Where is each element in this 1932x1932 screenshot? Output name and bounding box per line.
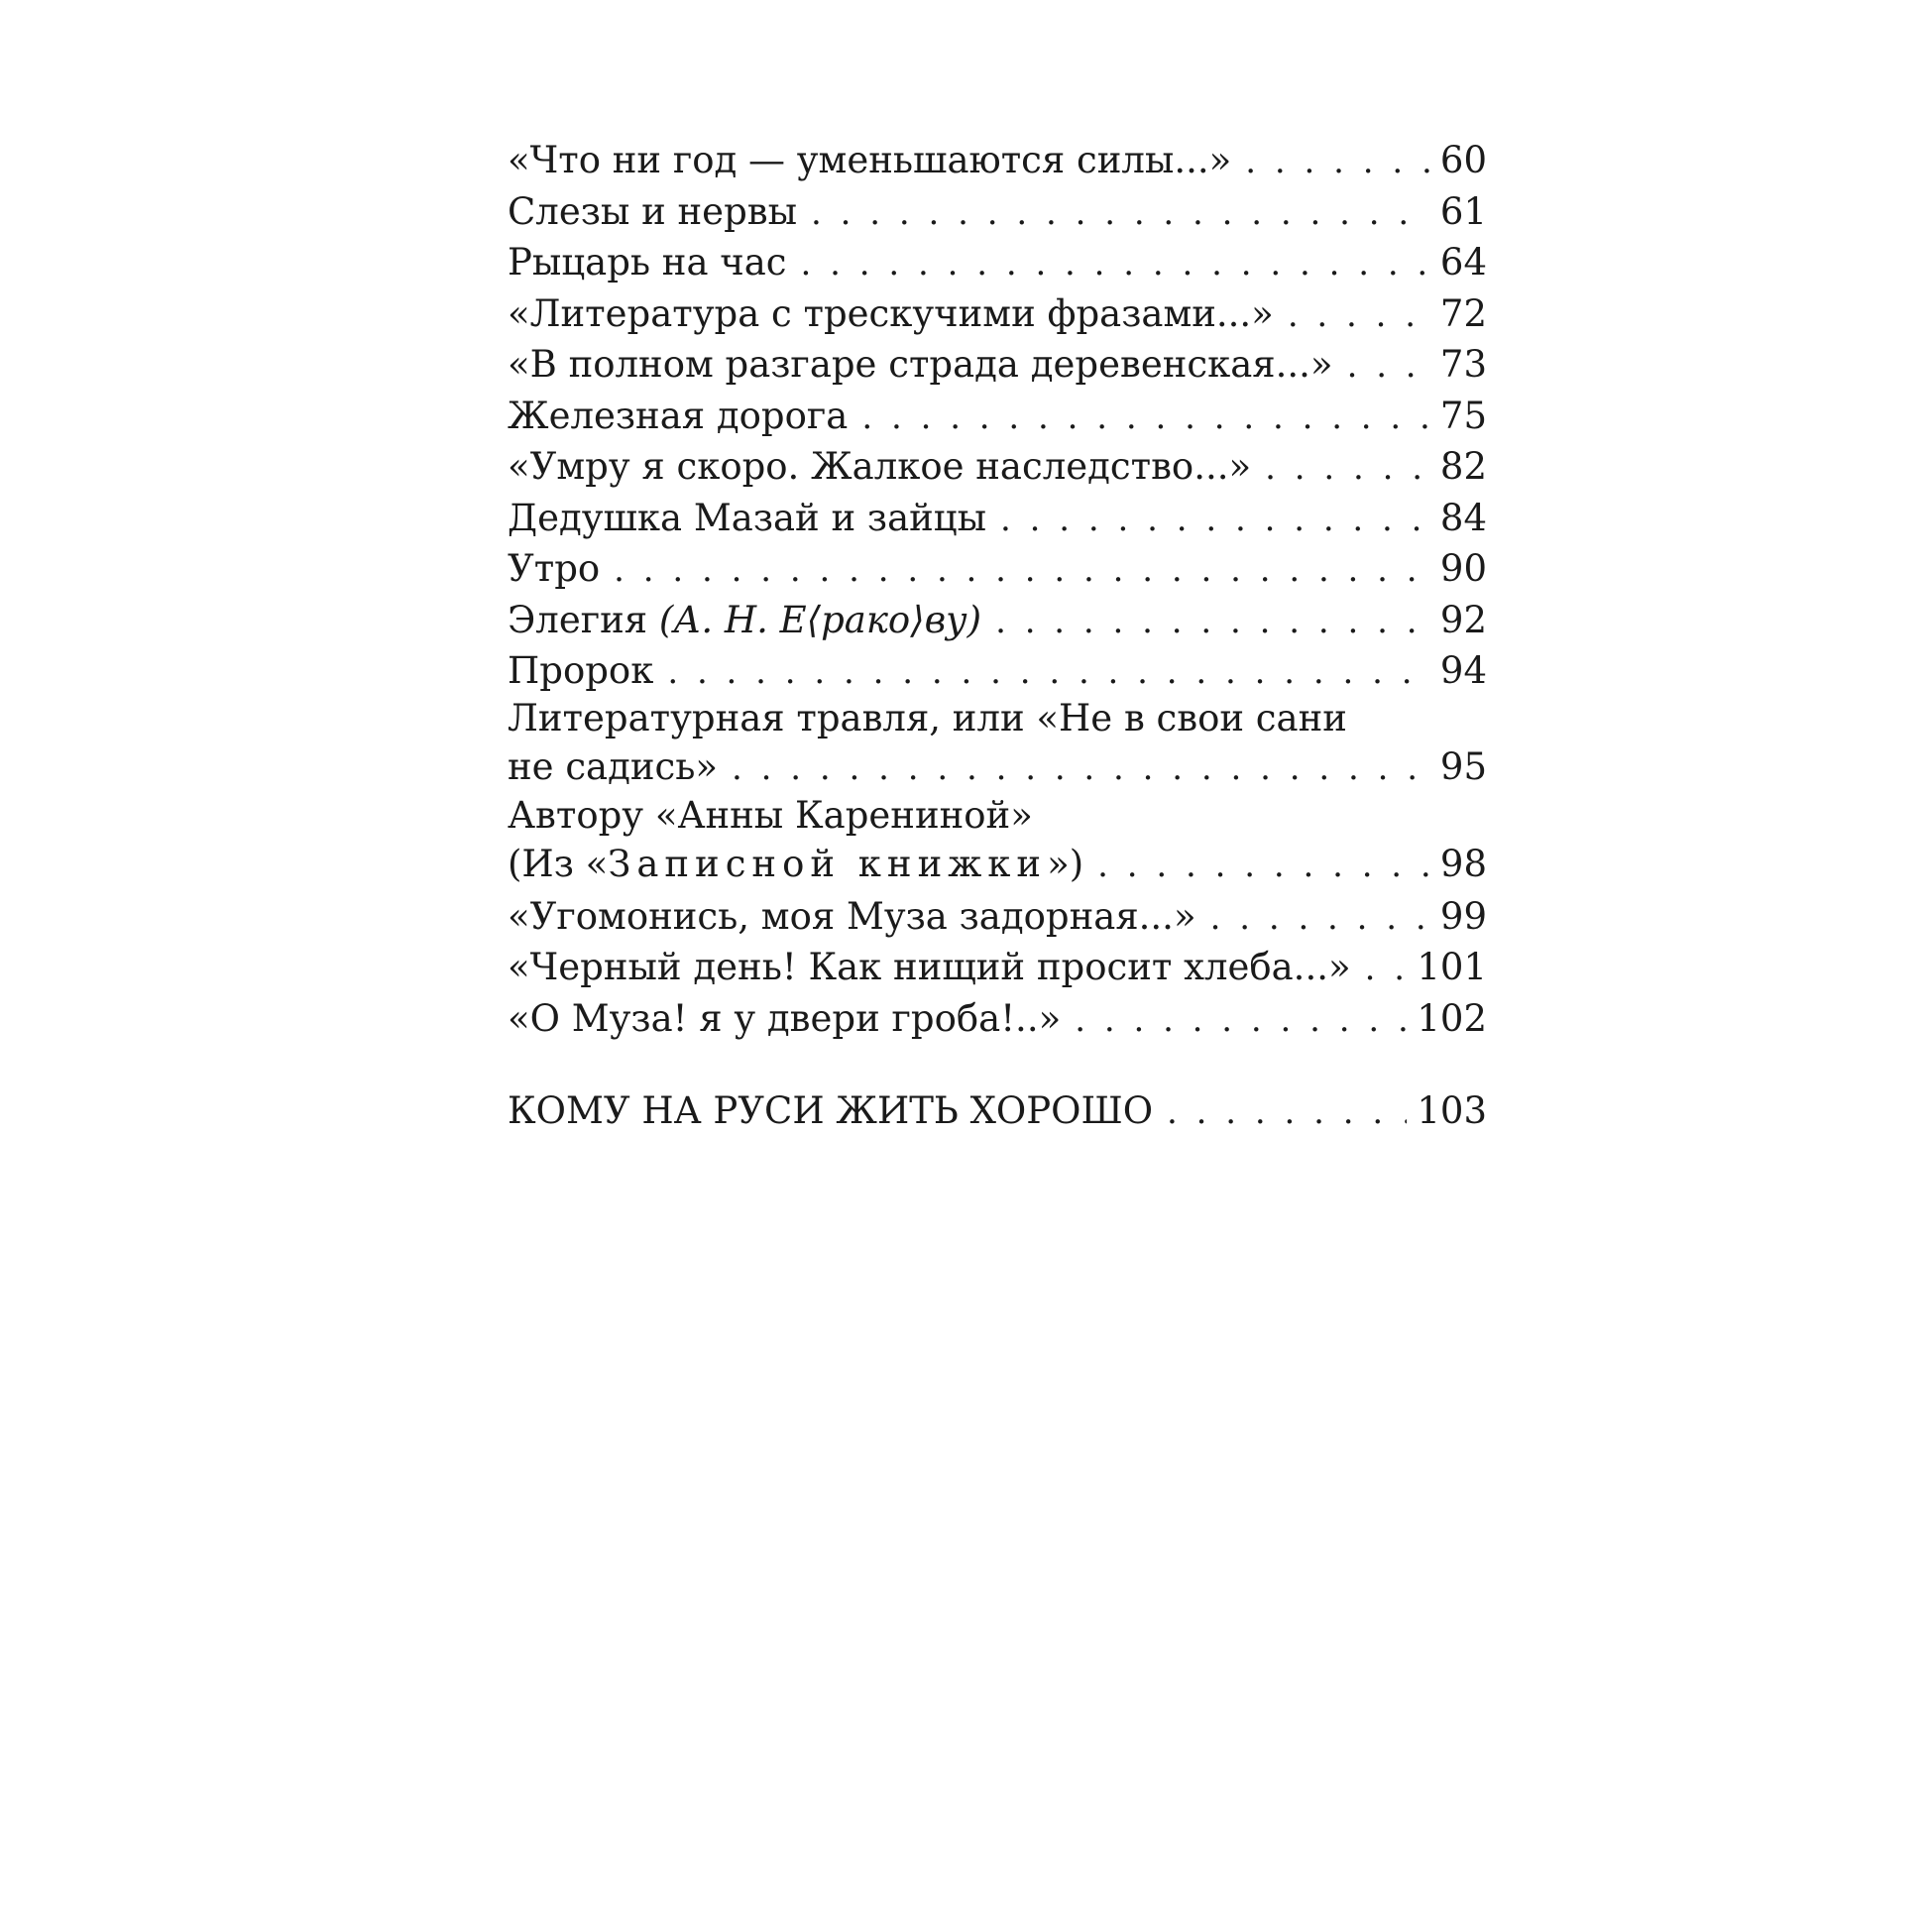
- toc-entry[interactable]: [508, 186, 1487, 238]
- toc-entry-dedication: (А. Н. Е⟨рако⟩ву): [658, 598, 982, 641]
- dot-leader: [732, 741, 1429, 795]
- toc-entry-page: 95: [1439, 744, 1487, 788]
- toc-entry-title: Железная дорога: [508, 394, 849, 437]
- toc-section-entry[interactable]: [508, 1085, 1487, 1137]
- toc-entry-title: Дедушка Мазай и зайцы: [508, 496, 987, 539]
- toc-entry-title-line1: Автору «Анны Карениной»: [508, 793, 1033, 837]
- toc-entry-spaced-title: Записной книжки: [608, 842, 1048, 885]
- dot-leader: [1167, 1087, 1407, 1139]
- toc-entry[interactable]: [508, 339, 1487, 391]
- toc-entry-page: 99: [1439, 894, 1487, 938]
- toc-entry-page: 73: [1439, 343, 1487, 386]
- toc-entry-page: 101: [1417, 946, 1487, 988]
- toc-section-page: 103: [1417, 1089, 1487, 1132]
- toc-entry-title: «Литература с трескучими фразами...»: [508, 291, 1274, 335]
- dot-leader: [995, 597, 1429, 648]
- toc-entry-title: «О Муза! я у двери гроба!..»: [508, 996, 1062, 1040]
- table-of-contents: [508, 135, 1487, 1137]
- dot-leader: [1075, 995, 1407, 1047]
- toc-section-title: КОМУ НА РУСИ ЖИТЬ ХОРОШО: [508, 1089, 1154, 1132]
- dot-leader: [801, 239, 1429, 290]
- toc-entry-page: 61: [1439, 189, 1487, 233]
- toc-entry-title: «Умру я скоро. Жалкое наследство...»: [508, 445, 1252, 488]
- toc-entry-title: [508, 595, 995, 646]
- toc-entry[interactable]: [508, 697, 1487, 794]
- dot-leader: [1000, 495, 1429, 546]
- dot-leader: [1265, 443, 1429, 495]
- dot-leader: [861, 393, 1429, 444]
- toc-entry-title-line1: Литературная травля, или «Не в свои сани: [508, 696, 1347, 739]
- toc-entry-suffix: »): [1047, 842, 1084, 885]
- toc-entry[interactable]: [508, 942, 1487, 993]
- toc-entry[interactable]: [508, 543, 1487, 595]
- dot-leader: [1245, 137, 1429, 188]
- toc-entry[interactable]: [508, 645, 1487, 697]
- toc-entry[interactable]: [508, 891, 1487, 943]
- dot-leader: [667, 647, 1429, 699]
- toc-entry[interactable]: [508, 391, 1487, 442]
- toc-entry-title: «Что ни год — уменьшаются силы...»: [508, 139, 1232, 181]
- toc-entry-title: «Черный день! Как нищий просит хлеба...»: [508, 946, 1351, 988]
- toc-entry-title: Рыцарь на час: [508, 241, 787, 284]
- toc-entry[interactable]: [508, 794, 1487, 891]
- dot-leader: [1365, 944, 1408, 995]
- toc-entry-page: 102: [1417, 996, 1487, 1040]
- toc-entry-page: 75: [1439, 394, 1487, 437]
- toc-entry[interactable]: [508, 595, 1487, 646]
- toc-entry[interactable]: [508, 288, 1487, 340]
- toc-entry-page: 90: [1439, 547, 1487, 590]
- toc-entry-title: «Угомонись, моя Муза задорная...»: [508, 894, 1196, 938]
- toc-entry[interactable]: [508, 993, 1487, 1045]
- toc-entry[interactable]: [508, 135, 1487, 186]
- toc-entry-title-line2: не садись»: [508, 744, 719, 788]
- toc-entry-title: Пророк: [508, 649, 654, 692]
- toc-entry[interactable]: [508, 237, 1487, 288]
- toc-entry-title: «В полном разгаре страда деревенская...»: [508, 343, 1333, 386]
- toc-entry-prefix: (Из «: [508, 842, 609, 885]
- toc-entry-title-main: Элегия: [508, 598, 648, 641]
- toc-entry-page: 92: [1439, 598, 1487, 641]
- toc-entry-title: Слезы и нервы: [508, 189, 798, 233]
- toc-entry[interactable]: [508, 493, 1487, 544]
- dot-leader: [1347, 341, 1429, 393]
- toc-entry-page: 82: [1439, 445, 1487, 488]
- toc-entry-title: Утро: [508, 547, 601, 590]
- dot-leader: [811, 188, 1429, 240]
- toc-entry-page: 60: [1439, 139, 1487, 181]
- dot-leader: [1097, 839, 1429, 892]
- toc-entry-page: 94: [1439, 649, 1487, 692]
- toc-entry-page: 98: [1439, 842, 1487, 885]
- toc-entry-page: 84: [1439, 496, 1487, 539]
- dot-leader: [1210, 893, 1429, 945]
- dot-leader: [1288, 290, 1429, 342]
- toc-entry-page: 64: [1439, 241, 1487, 284]
- toc-entry-page: 72: [1439, 291, 1487, 335]
- dot-leader: [614, 545, 1429, 597]
- toc-entry-title-line2: [508, 838, 1097, 891]
- toc-entry[interactable]: [508, 441, 1487, 493]
